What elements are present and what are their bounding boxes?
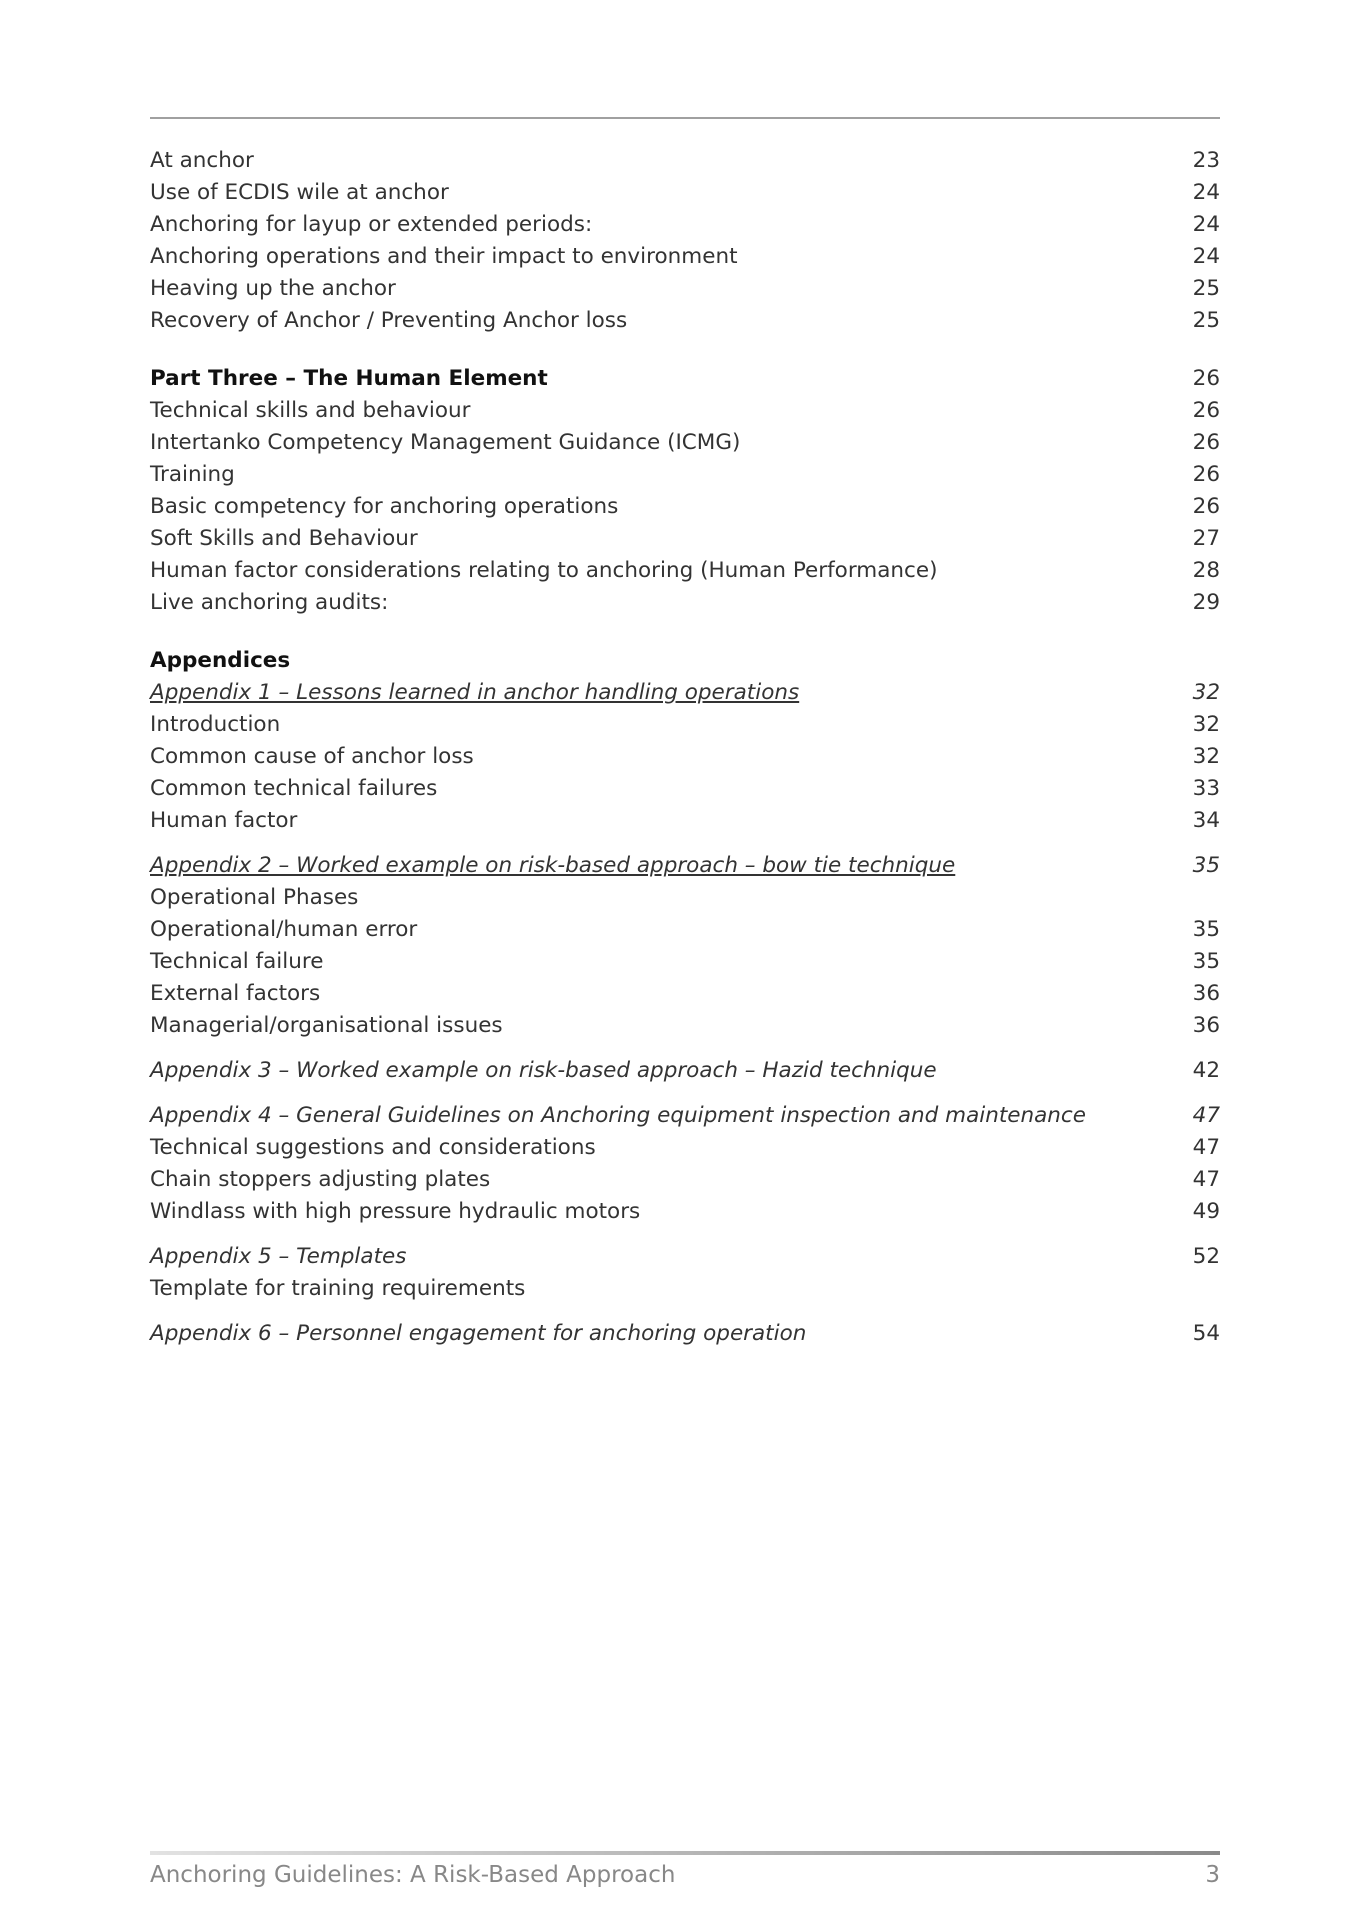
toc-entry-title: Anchoring operations and their impact to environment [150, 244, 738, 269]
toc-entry[interactable] [150, 427, 1220, 459]
toc-entry[interactable] [150, 773, 1220, 805]
toc-appendix-entry[interactable] [150, 850, 1220, 882]
toc-entry-title: Basic competency for anchoring operations [150, 494, 619, 519]
toc-entry-page: 42 [1192, 1058, 1220, 1083]
toc-entry-page: 24 [1192, 244, 1220, 269]
toc-entry-title: Template for training requirements [150, 1276, 526, 1301]
toc-entry-page: 26 [1192, 462, 1220, 487]
toc-entry-page: 47 [1192, 1167, 1220, 1192]
toc-entry-title: Appendix 6 – Personnel engagement for anchoring operation [150, 1321, 807, 1346]
toc-entry-page: 26 [1192, 494, 1220, 519]
toc-entry[interactable] [150, 305, 1220, 337]
toc-entry-page: 32 [1192, 744, 1220, 769]
toc-entry-page: 24 [1192, 180, 1220, 205]
toc-entry[interactable] [150, 882, 1220, 914]
toc-entry-title: Common technical failures [150, 776, 438, 801]
toc-entry-page: 36 [1192, 1013, 1220, 1038]
footer-document-title: Anchoring Guidelines: A Risk-Based Approach [150, 1862, 676, 1888]
toc-appendix-entry[interactable] [150, 677, 1220, 709]
toc-entry-title: Appendix 1 – Lessons learned in anchor handling operations [150, 680, 800, 705]
toc-entry-title: Technical skills and behaviour [150, 398, 471, 423]
toc-appendix-entry[interactable] [150, 1318, 1220, 1350]
toc-entry-title: Human factor considerations relating to anchoring (Human Performance) [150, 558, 938, 583]
toc-entry[interactable] [150, 1196, 1220, 1228]
toc-entry-title: Part Three – The Human Element [150, 366, 548, 391]
toc-entry-title: Appendix 5 – Templates [150, 1244, 407, 1269]
toc-entry-page: 54 [1192, 1321, 1220, 1346]
toc-entry[interactable] [150, 1164, 1220, 1196]
toc-entry[interactable] [150, 914, 1220, 946]
toc-entry[interactable] [150, 946, 1220, 978]
toc-entry[interactable] [150, 709, 1220, 741]
toc-entry-page: 35 [1192, 853, 1220, 878]
toc-appendix-entry[interactable] [150, 1055, 1220, 1087]
toc-entry-title: Technical suggestions and considerations [150, 1135, 596, 1160]
section-spacer [150, 1042, 1220, 1055]
toc-entry-page: 33 [1192, 776, 1220, 801]
toc-entry-page: 27 [1192, 526, 1220, 551]
table-of-contents [150, 145, 1220, 1350]
toc-entry[interactable] [150, 805, 1220, 837]
toc-section-heading[interactable] [150, 363, 1220, 395]
toc-entry-page: 26 [1192, 366, 1220, 391]
toc-entry-page: 35 [1192, 949, 1220, 974]
toc-entry-title: Recovery of Anchor / Preventing Anchor loss [150, 308, 628, 333]
toc-entry-title: Common cause of anchor loss [150, 744, 474, 769]
toc-entry-page: 52 [1192, 1244, 1220, 1269]
toc-entry-page: 32 [1192, 680, 1220, 705]
toc-entry-title: Managerial/organisational issues [150, 1013, 503, 1038]
toc-entry-title: Windlass with high pressure hydraulic motors [150, 1199, 641, 1224]
toc-entry-page: 23 [1192, 148, 1220, 173]
toc-entry-page: 36 [1192, 981, 1220, 1006]
section-spacer [150, 1305, 1220, 1318]
toc-entry[interactable] [150, 523, 1220, 555]
toc-entry-title: Appendix 4 – General Guidelines on Anchoring equipment inspection and maintenance [150, 1103, 1086, 1128]
toc-entry-title: Heaving up the anchor [150, 276, 396, 301]
toc-entry-title: Training [150, 462, 235, 487]
toc-entry-title: Intertanko Competency Management Guidance (ICMG) [150, 430, 741, 455]
toc-entry-page: 49 [1192, 1199, 1220, 1224]
section-spacer [150, 1087, 1220, 1100]
toc-entry-title: Anchoring for layup or extended periods: [150, 212, 593, 237]
toc-entry-page: 25 [1192, 276, 1220, 301]
toc-entry[interactable] [150, 209, 1220, 241]
toc-entry-title: Live anchoring audits: [150, 590, 389, 615]
toc-entry[interactable] [150, 459, 1220, 491]
toc-entry[interactable] [150, 1132, 1220, 1164]
toc-entry-title: Soft Skills and Behaviour [150, 526, 418, 551]
toc-entry-page: 32 [1192, 712, 1220, 737]
toc-entry[interactable] [150, 1010, 1220, 1042]
toc-entry[interactable] [150, 241, 1220, 273]
toc-entry[interactable] [150, 491, 1220, 523]
section-spacer [150, 837, 1220, 850]
toc-entry-page: 29 [1192, 590, 1220, 615]
toc-entry-page: 24 [1192, 212, 1220, 237]
toc-entry[interactable] [150, 1273, 1220, 1305]
toc-entry-title: Use of ECDIS wile at anchor [150, 180, 449, 205]
section-spacer [150, 337, 1220, 363]
toc-entry[interactable] [150, 395, 1220, 427]
toc-entry-page: 35 [1192, 917, 1220, 942]
toc-entry-page: 34 [1192, 808, 1220, 833]
toc-entry-title: Appendix 3 – Worked example on risk-based approach – Hazid technique [150, 1058, 937, 1083]
toc-entry-title: Introduction [150, 712, 281, 737]
toc-entry-page: 47 [1192, 1103, 1220, 1128]
toc-entry-title: Operational Phases [150, 885, 359, 910]
section-spacer [150, 1228, 1220, 1241]
toc-entry-page: 47 [1192, 1135, 1220, 1160]
toc-entry-page: 26 [1192, 398, 1220, 423]
toc-entry-title: Human factor [150, 808, 298, 833]
toc-entry[interactable] [150, 273, 1220, 305]
toc-entry[interactable] [150, 555, 1220, 587]
toc-entry-title: Technical failure [150, 949, 324, 974]
toc-entry-title: External factors [150, 981, 321, 1006]
toc-entry-title: Appendix 2 – Worked example on risk-based approach – bow tie technique [150, 853, 956, 878]
toc-entry[interactable] [150, 145, 1220, 177]
toc-entry[interactable] [150, 741, 1220, 773]
toc-entry-title: At anchor [150, 148, 254, 173]
toc-entry[interactable] [150, 177, 1220, 209]
toc-section-heading [150, 645, 1220, 677]
toc-entry[interactable] [150, 978, 1220, 1010]
toc-entry-title: Chain stoppers adjusting plates [150, 1167, 491, 1192]
toc-entry-page: 28 [1192, 558, 1220, 583]
toc-appendix-entry[interactable] [150, 1100, 1220, 1132]
top-divider [150, 117, 1220, 119]
toc-entry-page: 26 [1192, 430, 1220, 455]
toc-entry-title: Operational/human error [150, 917, 418, 942]
toc-entry-page: 25 [1192, 308, 1220, 333]
toc-entry-title: Appendices [150, 648, 291, 673]
section-spacer [150, 619, 1220, 645]
toc-entry[interactable] [150, 587, 1220, 619]
toc-appendix-entry[interactable] [150, 1241, 1220, 1273]
footer-page-number: 3 [1205, 1862, 1220, 1888]
footer-divider [150, 1851, 1220, 1855]
